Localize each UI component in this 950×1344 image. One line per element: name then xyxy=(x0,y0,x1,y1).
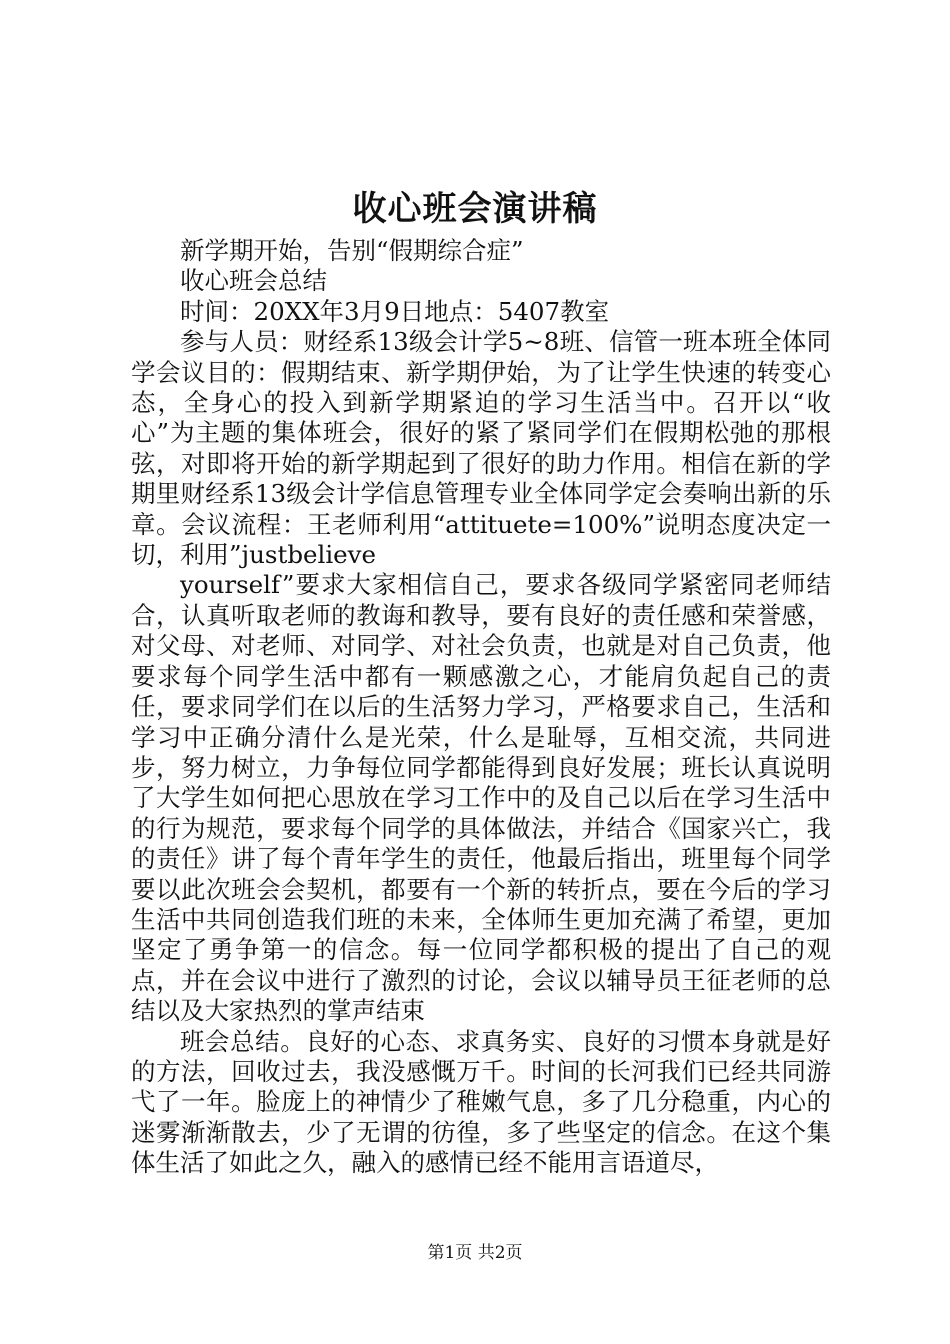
page-number: 第1页 共2页 xyxy=(427,1243,523,1263)
document-title: 收心班会演讲稿 xyxy=(352,189,598,229)
paragraph-summary: 班会总结。良好的心态、求真务实、良好的习惯本身就是好的方法，回收过去，我没感慨万千。时间的长河我们已经共同游弋了一年。脸庞上的神情少了稚嫩气息，多了几分稳重，内心的迷雾渐渐散去，少了无谓的彷徨，多了些坚定的信念。在这个集体生活了如此之久，融入的感情已经不能用言语道尽， xyxy=(131,1026,831,1178)
paragraph-process: yourself”要求大家相信自己，要求各级同学紧密同老师结合，认真听取老师的教诲和教导，要有良好的责任感和荣誉感，对父母、对老师、对同学、对社会负责，也就是对自己负责，他要求每个同学生活中都有一颗感激之心，才能肩负起自己的责任，要求同学们在以后的生活努力学习，严格要求自己，生活和学习中正确分清什么是光荣，什么是耻辱，互相交流，共同进步，努力树立，力争每位同学都能得到良好发展；班长认真说明了大学生如何把心思放在学习工作中的及自己以后在学习生活中的行为规范，要求每个同学的具体做法，并结合《国家兴亡，我的责任》讲了每个青年学生的责任，他最后指出，班里每个同学要以此次班会会契机，都要有一个新的转折点，要在今后的学习生活中共同创造我们班的未来，全体师生更加充满了希望，更加坚定了勇争第一的信念。每一位同学都积极的提出了自己的观点，并在会议中进行了激烈的讨论，会议以辅导员王征老师的总结以及大家热烈的掌声结束 xyxy=(131,570,831,1026)
paragraph-subtitle: 新学期开始，告别“假期综合症” xyxy=(180,236,524,265)
paragraph-time-location: 时间：20XX年3月9日地点：5407教室 xyxy=(180,296,610,326)
paragraph-heading: 收心班会总结 xyxy=(180,266,327,296)
document-body xyxy=(131,236,831,1179)
paragraph-participants: 参与人员：财经系13级会计学5~8班、信管一班本班全体同学会议目的：假期结束、新学期伊始，为了让学生快速的转变心态，全身心的投入到新学期紧迫的学习生活当中。召开以“收心”为主题的集体班会，很好的紧了紧同学们在假期松弛的那根弦，对即将开始的新学期起到了很好的助力作用。相信在新的学期里财经系13级会计学信息管理专业全体同学定会奏响出新的乐章。会议流程：王老师利用“attituete=100%”说明态度决定一切，利用”justbelieve xyxy=(131,327,831,570)
